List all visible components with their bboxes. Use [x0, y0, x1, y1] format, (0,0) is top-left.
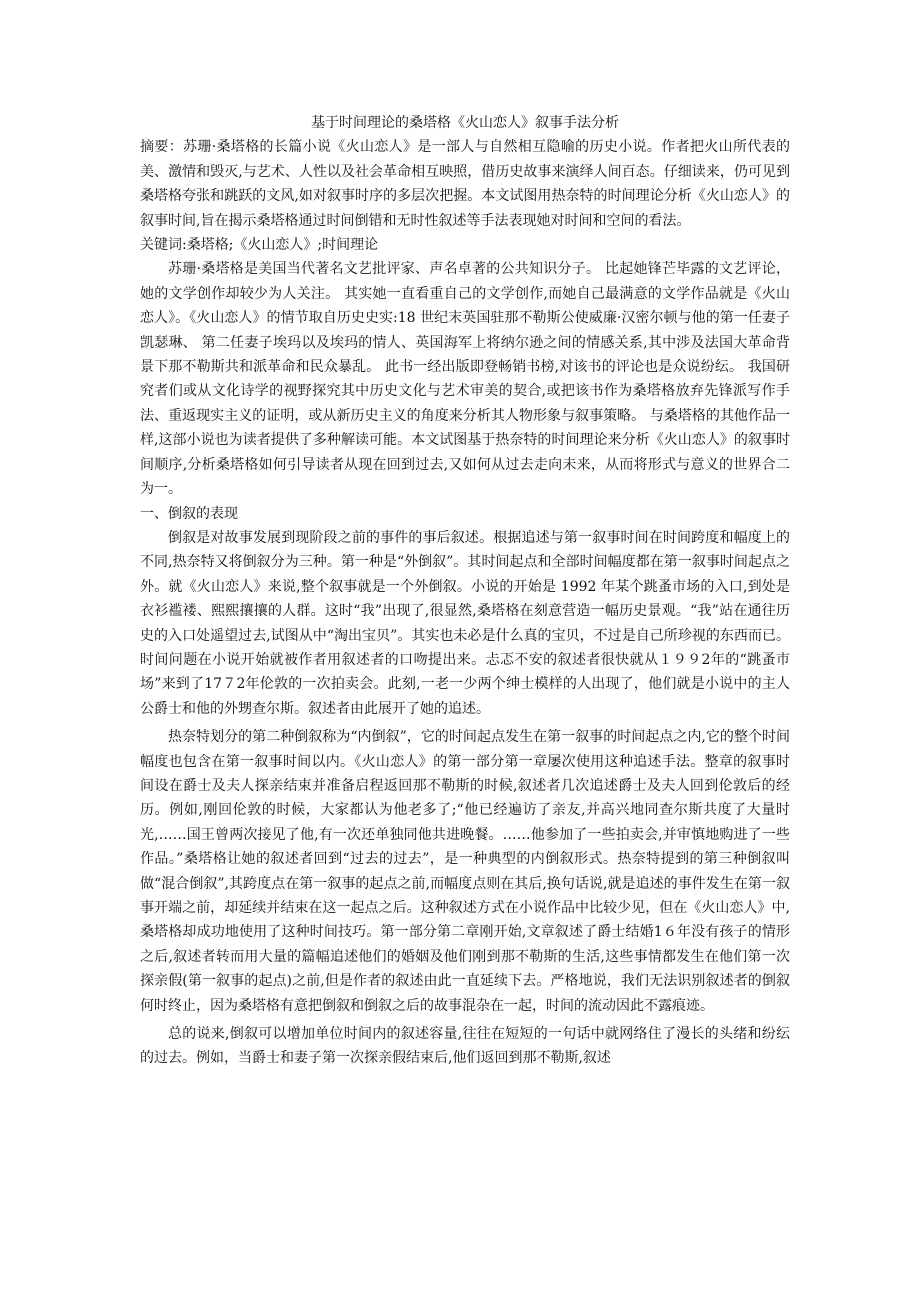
section-paragraph-2: 热奈特划分的第二种倒叙称为“内倒叙”，它的时间起点发生在第一叙事的时间起点之内,它的整个时间幅度也包含在第一叙事时间以内。《火山恋人》的第一部分第一章屡次使用这种追述手法。整章的叙事时间设在爵士及夫人探亲结束并准备启程返回那不勒斯的时候,叙述者几次追述爵士及夫人回到伦敦后的经历。例如,刚回伦敦的时候，大家都认为他老多了;“他已经遍访了亲友,并高兴地同查尔斯共度了大量时光,……国王曾两次接见了他,有一次还单独同他共进晚餐。……他参加了一些拍卖会,并审慎地购进了一些作品。”桑塔格让她的叙述者回到“过去的过去”，是一种典型的内倒叙形式。热奈特提到的第三种倒叙叫做“混合倒叙”,其跨度点在第一叙事的起点之前,而幅度点则在其后,换句话说,就是追述的事件发生在第一叙事开端之前，却延续并结束在这一起点之后。这种叙述方式在小说作品中比较少见，但在《火山恋人》中,桑塔格却成功地使用了这种时间技巧。第一部分第二章刚开始,文章叙述了爵士结婚1６年没有孩子的情形之后,叙述者转而用大量的篇幅追述他们的婚姻及他们刚到那不勒斯的生活,这些事情都发生在他们第一次探亲假(第一叙事的起点)之前,但是作者的叙述由此一直延续下去。严格地说，我们无法识别叙述者的倒叙何时终止，因为桑塔格有意把倒叙和倒叙之后的故事混杂在一起，时间的流动因此不露痕迹。 [140, 729, 790, 1014]
document-page [140, 111, 790, 1071]
section-paragraph-3: 总的说来,倒叙可以增加单位时间内的叙述容量,往往在短短的一句话中就网络住了漫长的头绪和纷纭的过去。例如，当爵士和妻子第一次探亲假结束后,他们返回到那不勒斯,叙述 [140, 1026, 790, 1067]
document-title: 基于时间理论的桑塔格《火山恋人》叙事手法分析 [311, 115, 619, 131]
abstract: 摘要：苏珊·桑塔格的长篇小说《火山恋人》是一部人与自然相互隐喻的历史小说。作者把火山所代表的美、激情和毁灭,与艺术、人性以及社会革命相互映照，借历史故事来演绎人间百态。仔细读来，仍可见到桑塔格夸张和跳跃的文风,如对叙事时序的多层次把握。本文试图用热奈特的时间理论分析《火山恋人》的叙事时间,旨在揭示桑塔格通过时间倒错和无时性叙述等手法表现她对时间和空间的看法。 [140, 139, 790, 229]
section-heading: 一、倒叙的表现 [140, 505, 238, 522]
section-paragraph-1: 倒叙是对故事发展到现阶段之前的事件的事后叙述。根据追述与第一叙事时间在时间跨度和幅度上的不同,热奈特又将倒叙分为三种。第一种是“外倒叙”。其时间起点和全部时间幅度都在第一叙事时间起点之外。就《火山恋人》来说,整个叙事就是一个外倒叙。小说的开始是 1992 年某个跳蚤市场的入口,到处是衣衫褴褛、熙熙攘攘的人群。这时“我”出现了,很显然,桑塔格在刻意营造一幅历史景观。“我”站在通往历史的入口处遥望过去,试图从中“淘出宝贝”。其实也未必是什么真的宝贝，不过是自己所珍视的东西而已。时间问题在小说开始就被作者用叙述者的口吻提出来。忐忑不安的叙述者很快就从１９９2年的“跳蚤市场”来到了17７2年伦敦的一次拍卖会。此刻,一老一少两个绅士模样的人出现了，他们就是小说中的主人公爵士和他的外甥查尔斯。叙述者由此展开了她的追述。 [140, 529, 790, 717]
keywords: 关键词:桑塔格;《火山恋人》;时间理论 [140, 237, 379, 254]
intro-paragraph: 苏珊·桑塔格是美国当代著名文艺批评家、声名卓著的公共知识分子。 比起她锋芒毕露的文艺评论，她的文学创作却较少为人关注。 其实她一直看重自己的文学创作,而她自己最满意的文学作品就是《火山恋人》。《火山恋人》的情节取自历史史实:18 世纪末英国驻那不勒斯公使威廉·汉密尔顿与他的第一任妻子凯瑟琳、 第二任妻子埃玛以及埃玛的情人、英国海军上将纳尔逊之间的情感关系,其中涉及法国大革命背景下那不勒斯共和派革命和民众暴乱。 此书一经出版即登畅销书榜,对该书的评论也是众说纷纭。 我国研究者们或从文化诗学的视野探究其中历史文化与艺术审美的契合,或把该书作为桑塔格放弃先锋派写作手法、重返现实主义的证明，或从新历史主义的角度来分析其人物形象与叙事策略。 与桑塔格的其他作品一样,这部小说也为读者提供了多种解读可能。本文试图基于热奈特的时间理论来分析《火山恋人》的叙事时间顺序,分析桑塔格如何引导读者从现在回到过去,又如何从过去走向未来，从而将形式与意义的世界合二为一。 [140, 261, 790, 498]
